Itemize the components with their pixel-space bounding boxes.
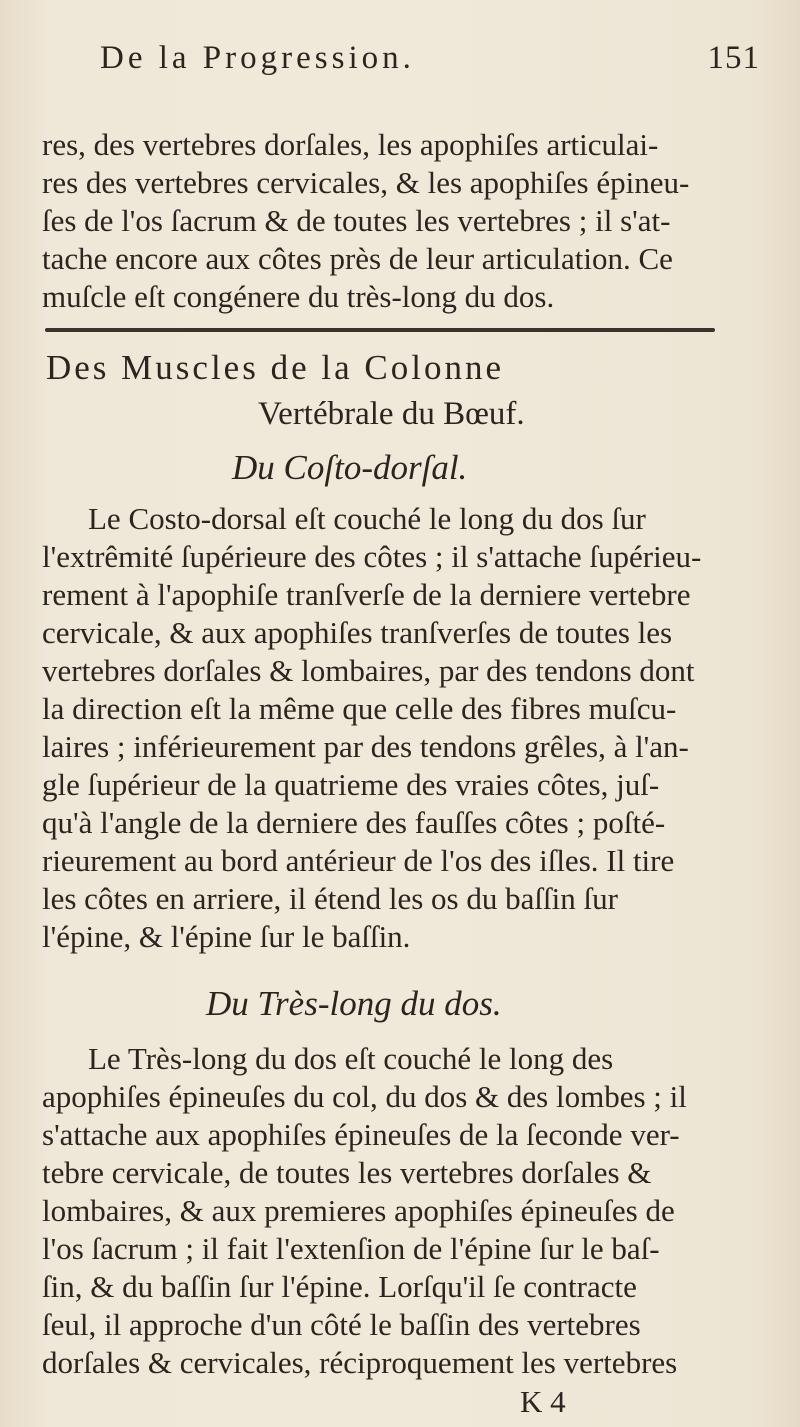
paragraph-line: qu'à l'angle de la derniere des fauſſes côtes ; poſté- (42, 805, 666, 840)
running-head (100, 40, 760, 80)
paragraph-line: lombaires, & aux premieres apophiſes épineuſes de (42, 1193, 675, 1228)
paragraph-line: l'épine, & l'épine ſur le baſſin. (42, 919, 411, 954)
paragraph-line: dorſales & cervicales, réciproquement les vertebres (42, 1345, 678, 1380)
paragraph-line: l'extrêmité ſupérieure des côtes ; il s'attache ſupérieu- (42, 539, 702, 574)
intro-line: res, des vertebres dorſales, les apophiſes articulai- (42, 127, 659, 162)
section-divider-rule (45, 328, 715, 332)
paragraph-line: la direction eſt la même que celle des fibres muſcu- (42, 691, 677, 726)
running-title: De la Progression. (100, 40, 415, 76)
paragraph-line: Le Très-long du dos eſt couché le long des (88, 1041, 614, 1076)
intro-line: tache encore aux côtes près de leur articulation. Ce (42, 241, 673, 276)
paragraph-line: rement à l'apophiſe tranſverſe de la derniere vertebre (42, 577, 691, 612)
paragraph-line: s'attache aux apophiſes épineuſes de la ſeconde ver- (42, 1117, 680, 1152)
subsection-title-tres-long-du-dos: Du Très-long du dos. (206, 984, 502, 1023)
paragraph-line: Le Costo-dorsal eſt couché le long du dos ſur (88, 501, 646, 536)
page-number: 151 (707, 40, 760, 76)
paragraph-line: vertebres dorſales & lombaires, par des tendons dont (42, 653, 695, 688)
intro-line: res des vertebres cervicales, & les apophiſes épineu- (42, 165, 690, 200)
paragraph-line: cervicale, & aux apophiſes tranſverſes de toutes les (42, 615, 673, 650)
paragraph-line: l'os ſacrum ; il fait l'extenſion de l'épine ſur le baſ- (42, 1231, 660, 1266)
paragraph-line: les côtes en arriere, il étend les os du baſſin ſur (42, 881, 618, 916)
section-heading: Des Muscles de la Colonne (46, 348, 504, 387)
intro-line: muſcle eſt congénere du très-long du dos. (42, 279, 555, 314)
paragraph-line: rieurement au bord antérieur de l'os des iſles. Il tire (42, 843, 675, 878)
intro-line: ſes de l'os ſacrum & de toutes les vertebres ; il s'at- (42, 203, 671, 238)
paragraph-line: ſeul, il approche d'un côté le baſſin des vertebres (42, 1307, 641, 1342)
paragraph-line: gle ſupérieur de la quatrieme des vraies côtes, juſ- (42, 767, 660, 802)
signature-mark: K 4 (520, 1384, 566, 1419)
section-subheading: Vertébrale du Bœuf. (258, 396, 525, 432)
paragraph-line: ſin, & du baſſin ſur l'épine. Lorſqu'il ſe contracte (42, 1269, 637, 1304)
paragraph-line: apophiſes épineuſes du col, du dos & des lombes ; il (42, 1079, 687, 1114)
subsection-title-costo-dorsal: Du Coſto-dorſal. (232, 448, 468, 487)
paragraph-line: tebre cervicale, de toutes les vertebres dorſales & (42, 1155, 652, 1190)
paragraph-line: laires ; inférieurement par des tendons grêles, à l'an- (42, 729, 689, 764)
